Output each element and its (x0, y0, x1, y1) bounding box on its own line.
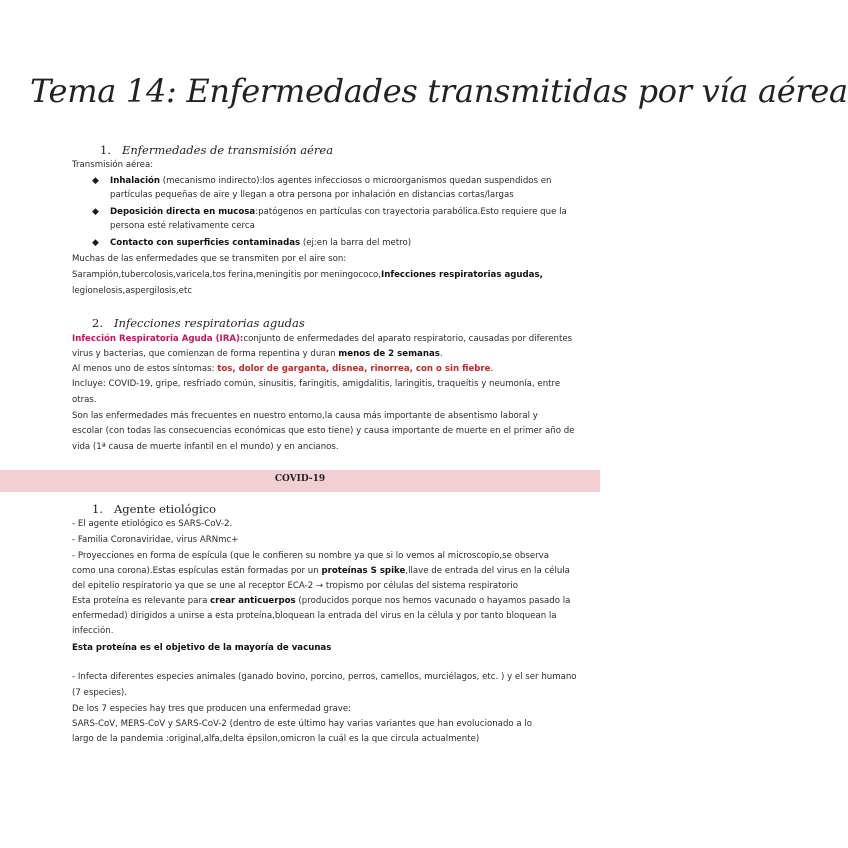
agent-line-6: Esta proteína es relevante para crear anticuerpos (producidos porque nos hemos vacunado o hayamos pasado la (72, 596, 571, 606)
agent-line-8: infección. (72, 626, 114, 636)
section-1-title: Enfermedades de transmisión aérea (122, 143, 334, 157)
diamond-bullet-icon: ◆ (92, 176, 99, 186)
agent-line-4: como una corona).Estas espículas están formadas por un proteínas S spike,llave de entrada del virus en la célula (72, 566, 570, 576)
diseases-list-cont: legionelosis,aspergilosis,etc (72, 286, 193, 296)
diamond-bullet-icon: ◆ (92, 207, 99, 217)
bullet-deposition: Deposición directa en mucosa:patógenos en partículas con trayectoria parabólica.Esto requiere que la (110, 207, 567, 217)
bullet-deposition-cont: persona esté relativamente cerca (110, 221, 255, 231)
section-2-number: 2. (92, 316, 103, 330)
agent-line-10: - Infecta diferentes especies animales (ganado bovino, porcino, perros, camellos, murciélagos, etc. ) y el ser humano (72, 672, 577, 682)
section-1-number: 1. (100, 143, 111, 157)
agent-line-1: - El agente etiológico es SARS-CoV-2. (72, 519, 233, 529)
agent-line-12: De los 7 especies hay tres que producen una enfermedad grave: (72, 704, 352, 714)
diseases-list: Sarampión,tubercolosis,varicela,tos ferina,meningitis por meningococo,Infecciones respiratorias agudas, (72, 270, 543, 280)
agent-line-13: SARS-CoV, MERS-CoV y SARS-CoV-2 (dentro de este último hay varias variantes que han evolucionado a lo (72, 719, 533, 729)
agent-line-14: largo de la pandemia :original,alfa,delta épsilon,omicron la cuál es la que circula actualmente) (72, 734, 480, 744)
ira-definition: Infección Respiratoria Aguda (IRA):conjunto de enfermedades del aparato respiratorio, causadas por diferentes (72, 334, 573, 344)
bullet-inhalation: Inhalación (mecanismo indirecto):los agentes infecciosos o microorganismos quedan suspendidos en (110, 176, 552, 186)
agent-line-2: - Familia Coronaviridae, virus ARNmc+ (72, 535, 239, 545)
agent-line-7: enfermedad) dirigidos a unirse a esta proteína,bloquean la entrada del virus en la célula y por tanto bloquean la (72, 611, 557, 621)
section-3-heading (92, 502, 216, 516)
symptoms: Al menos uno de estos síntomas: tos, dolor de garganta, disnea, rinorrea, con o sin fiebre. (72, 364, 494, 374)
agent-line-5: del epitelio respiratorio ya que se une al receptor ECA-2 → tropismo por células del sistema respiratorio (72, 581, 518, 591)
diseases-intro: Muchas de las enfermedades que se transmiten por el aire son: (72, 254, 347, 264)
agent-line-11: (7 especies). (72, 688, 128, 698)
page-title: Tema 14: Enfermedades transmitidas por vía aérea (30, 72, 848, 110)
diamond-bullet-icon: ◆ (92, 238, 99, 248)
bullet-contact: Contacto con superficies contaminadas (ej:en la barra del metro) (110, 238, 412, 248)
section-3-number: 1. (92, 502, 103, 516)
covid-banner-title: COVID-19 (274, 474, 326, 484)
includes: Incluye: COVID-19, gripe, resfriado común, sinusitis, faringitis, amigdalitis, laringitis, traqueítis y neumonía, entre (72, 379, 561, 389)
frequent-2: escolar (con todas las consecuencias económicas que esto tiene) y causa importante de muerte en el primer año de (72, 426, 575, 436)
section-1-heading (100, 143, 333, 157)
transmission-intro: Transmisión aérea: (72, 160, 154, 170)
ira-definition-cont: virus y bacterias, que comienzan de forma repentina y duran menos de 2 semanas. (72, 349, 443, 359)
frequent-1: Son las enfermedades más frecuentes en nuestro entorno,la causa más importante de absentismo laboral y (72, 411, 538, 421)
bullet-inhalation-cont: partículas pequeñas de aire y llegan a otra persona por inhalación en distancias cortas/largas (110, 190, 514, 200)
includes-cont: otras. (72, 395, 97, 405)
section-2-heading (92, 316, 305, 330)
agent-line-9: Esta proteína es el objetivo de la mayoría de vacunas (72, 643, 332, 653)
section-3-title: Agente etiológico (114, 502, 216, 516)
frequent-3: vida (1ª causa de muerte infantil en el mundo) y en ancianos. (72, 442, 339, 452)
section-2-title: Infecciones respiratorias agudas (114, 316, 305, 330)
agent-line-3: - Proyecciones en forma de espícula (que le confieren su nombre ya que si lo vemos al microscopio,se observa (72, 551, 549, 561)
